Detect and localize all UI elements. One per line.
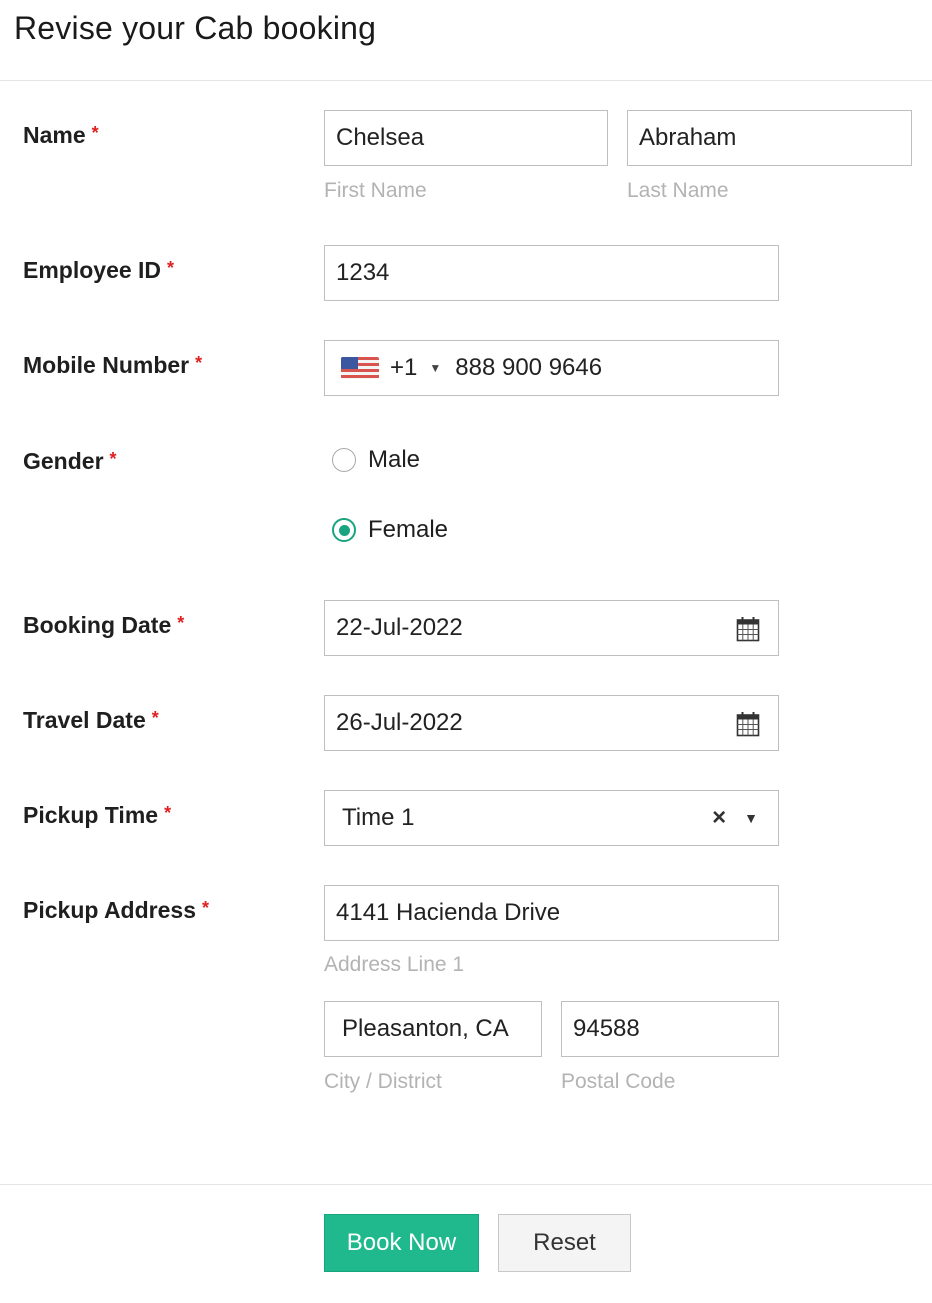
postal-code-input[interactable] [561, 1001, 779, 1057]
city-value: Pleasanton, CA [342, 1015, 509, 1042]
employee-id-input[interactable] [324, 245, 779, 301]
phone-number-value: 888 900 9646 [455, 354, 603, 381]
clear-icon[interactable]: × [712, 804, 727, 831]
pickup-address-label-text: Pickup Address [23, 897, 196, 923]
employee-id-label [23, 257, 174, 284]
booking-date-label-text: Booking Date [23, 612, 172, 638]
first-name-input[interactable] [324, 110, 608, 166]
booking-date-value: 22-Jul-2022 [336, 614, 463, 641]
radio-circle-selected[interactable] [332, 518, 356, 542]
postal-code-sublabel: Postal Code [561, 1070, 676, 1093]
mobile-number-label-text: Mobile Number [23, 352, 190, 378]
booking-date-label [23, 612, 184, 639]
page-title: Revise your Cab booking [14, 10, 377, 46]
calendar-icon[interactable] [736, 616, 760, 642]
required-marker: * [177, 613, 185, 633]
book-now-button[interactable]: Book Now [324, 1214, 479, 1272]
gender-radio-female[interactable] [332, 516, 448, 544]
required-marker: * [91, 123, 99, 143]
gender-option-male-label: Male [368, 446, 421, 473]
pickup-address-label [23, 897, 209, 924]
pickup-time-value: Time 1 [342, 804, 415, 831]
required-marker: * [151, 708, 159, 728]
footer-divider [0, 1184, 932, 1185]
city-input[interactable] [324, 1001, 542, 1057]
travel-date-label [23, 707, 159, 734]
calendar-icon[interactable] [736, 711, 760, 737]
pickup-time-label [23, 802, 171, 829]
employee-id-value: 1234 [336, 259, 390, 286]
first-name-value: Chelsea [336, 124, 425, 151]
city-sublabel: City / District [324, 1070, 442, 1093]
chevron-down-icon[interactable]: ▼ [744, 810, 758, 826]
gender-radio-male[interactable] [332, 446, 420, 474]
address-line1-sublabel: Address Line 1 [324, 953, 465, 976]
required-marker: * [164, 803, 172, 823]
gender-label-text: Gender [23, 448, 104, 474]
header-divider [0, 80, 932, 81]
select-actions [712, 791, 758, 845]
required-marker: * [167, 258, 175, 278]
us-flag-icon[interactable] [341, 357, 379, 379]
first-name-sublabel: First Name [324, 179, 427, 202]
gender-label [23, 448, 117, 475]
postal-code-value: 94588 [573, 1015, 640, 1042]
address-line1-value: 4141 Hacienda Drive [336, 899, 561, 926]
pickup-time-label-text: Pickup Time [23, 802, 159, 828]
travel-date-input[interactable] [324, 695, 779, 751]
employee-id-label-text: Employee ID [23, 257, 162, 283]
reset-button[interactable]: Reset [498, 1214, 631, 1272]
booking-date-input[interactable] [324, 600, 779, 656]
pickup-time-select[interactable] [324, 790, 779, 846]
gender-option-female-label: Female [368, 516, 449, 543]
radio-circle[interactable] [332, 448, 356, 472]
required-marker: * [201, 898, 209, 918]
last-name-input[interactable] [627, 110, 912, 166]
name-label-text: Name [23, 122, 86, 148]
travel-date-value: 26-Jul-2022 [336, 709, 463, 736]
mobile-number-input[interactable] [324, 340, 779, 396]
last-name-sublabel: Last Name [627, 179, 729, 202]
country-code-dropdown-icon[interactable]: ▼ [429, 361, 442, 375]
name-label [23, 122, 99, 149]
required-marker: * [109, 449, 117, 469]
country-code[interactable]: +1 [390, 354, 418, 381]
address-line1-input[interactable] [324, 885, 779, 941]
required-marker: * [195, 353, 203, 373]
mobile-number-label [23, 352, 202, 379]
last-name-value: Abraham [639, 124, 737, 151]
travel-date-label-text: Travel Date [23, 707, 146, 733]
